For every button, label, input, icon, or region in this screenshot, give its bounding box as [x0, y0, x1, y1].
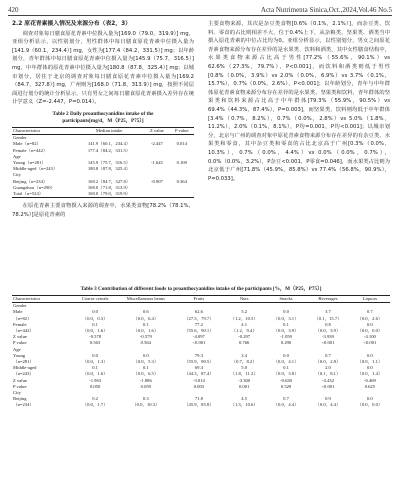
table-cell: -1.059 [280, 334, 292, 340]
table-cell: （0.0，2.8） [315, 359, 341, 365]
table3-header: Fruits [175, 296, 222, 303]
table3-block [12, 282, 390, 409]
table3-header: Liquors [350, 296, 390, 303]
table-cell [144, 135, 169, 142]
table-cell: -0.630 [280, 377, 292, 383]
table3-header: Snacks [266, 296, 306, 303]
table-cell: 0.1 [92, 365, 98, 371]
table-cell: （n=243） [13, 371, 34, 377]
table-cell: 0.563 [89, 340, 101, 346]
table-cell: 79.3 [194, 352, 203, 358]
table-cell: P value [13, 340, 27, 346]
table-cell: （0.0，6.5） [133, 371, 159, 377]
table-cell: （1.2，10.5） [230, 315, 258, 321]
table-cell: （27.3，79.7） [183, 315, 214, 321]
table-cell: Male（n=82） [13, 141, 42, 147]
table-cell: （0.0，1.7） [82, 402, 108, 408]
table-cell: 0.0 [283, 309, 289, 315]
table2-caption [12, 111, 194, 125]
table-cell: 0.0 [366, 365, 373, 371]
table-cell: （0.0，5.3） [133, 359, 159, 365]
table-cell: <0.001 [321, 340, 335, 346]
table-cell: Age [13, 153, 21, 159]
table-cell: 3.7 [325, 309, 331, 315]
table-cell: 71.8 [194, 396, 203, 402]
table3-header: Nuts [222, 296, 266, 303]
table-cell: （1.8，11.2） [230, 371, 258, 377]
table-cell: -1.886 [139, 377, 152, 383]
table-cell: 0.564 [140, 340, 151, 346]
table2-header: Characteristics [12, 127, 74, 134]
table-cell: Gender [13, 135, 27, 141]
table-cell: （0.0，1.3） [82, 359, 108, 365]
table-cell: -3.939 [322, 334, 334, 340]
table-cell: 0.1 [142, 321, 149, 327]
table-cell: 2.0 [325, 365, 331, 371]
table-cell: 0.2 [92, 396, 98, 402]
table-cell: 0.766 [238, 340, 250, 346]
table-cell: Middle-aged [13, 365, 37, 371]
table-cell: Female [13, 321, 27, 327]
table-cell: （0.0，10.3） [132, 402, 160, 408]
table-cell: 0.0 [366, 321, 373, 327]
table-cell: Beijing [13, 396, 27, 402]
table-cell: （1.2，9.4） [231, 328, 257, 334]
table-cell: 0.003 [193, 383, 205, 389]
table-cell: Young [13, 352, 26, 358]
table-cell: （1.3，10.6） [230, 402, 258, 408]
table-cell: Beijing（n=234） [13, 178, 48, 184]
table-cell: 0.364 [176, 178, 187, 184]
table-cell: -3.300 [238, 377, 251, 383]
intake-paragraph-text: 调查对象每日膳食原花青素中位摄入量为[169.0（79.0，319.9）] mg，亚组分析显示，以性别划分，男性群体中每日膳食原花青素中位摄入量为[141.9（60.1，234.4）] mg，女性为[177.4（84.2，331.5）] mg；以年龄划分，青年群体中每日膳食原花青素中位摄入量为[145.9（75.7，316.5）] mg，中年群体的原花青素中位摄入量为[180.8（87.8，325.4）] mg；以城市划分，居住于北京的调查对象每日膳食原花青素中位摄入量为[169.2（84.7，327.8）] mg，广州则为[168.0（71.8，313.9）] mg，按照不同层面进行划分的统计分析显示，只有男女之间每日膳食原花青素摄入差异存在统计学意义（Z=-2.447，P=0.014）。 [12, 30, 194, 106]
table-cell: 0.0 [92, 352, 98, 358]
table-cell: 0.0 [366, 396, 373, 402]
table-cell: （0.0，3.9） [273, 328, 299, 334]
page-number: 420 [8, 6, 19, 14]
table-cell: Age [13, 346, 21, 352]
table-cell: 0.014 [176, 141, 187, 147]
table-cell: （0.0，1.6） [82, 328, 108, 334]
table3 [12, 295, 390, 409]
table-cell: -1.645 [150, 159, 163, 165]
table-cell [116, 303, 175, 310]
table2-header: Median intake [74, 127, 144, 134]
table2-caption-line2: participants[mg/d，M（P25，P75）] [62, 117, 144, 124]
table-cell: -0.297 [238, 334, 251, 340]
table-cell: <0.001 [363, 340, 377, 346]
table-cell: 0.1 [283, 321, 289, 327]
table-cell: 5.0 [241, 365, 248, 371]
table-cell: -0.907 [150, 178, 163, 184]
table-cell: 69.4 [194, 365, 203, 371]
table-cell: 177.4（84.2，331.5） [87, 147, 131, 153]
table-cell: （0.0，6.4） [133, 315, 159, 321]
table-cell: 62.6 [194, 309, 203, 315]
table-row [12, 135, 194, 142]
table-cell: 0.1 [92, 321, 98, 327]
journal-name: Acta Nutrimenta Sinica,Oct.,2024,Vol.46 No.5 [260, 6, 392, 14]
table-cell: Male [13, 309, 23, 315]
table-cell: （n=234） [13, 402, 34, 408]
table-row [12, 303, 390, 310]
table2-caption-line1: Table 2 Daily proanthocyanidins intake of the [52, 110, 154, 117]
table-cell: （0.0，1.6） [133, 328, 159, 334]
sources-paragraph [12, 202, 194, 219]
table2 [12, 127, 194, 198]
table-cell: 169.2（84.7，327.8） [87, 178, 131, 184]
table3-header-row [12, 296, 390, 303]
table-cell: 0.1 [142, 365, 149, 371]
intake-paragraph [12, 30, 194, 107]
table-cell: 0.100 [176, 159, 187, 165]
table-cell [222, 303, 266, 310]
right-column [208, 20, 390, 183]
table-cell: （0.1，15.7） [314, 315, 342, 321]
table-cell: 141.9（60.1，234.4） [87, 141, 131, 147]
table-cell: 0.001 [238, 383, 250, 389]
table-cell: （0.0，3.9） [315, 328, 341, 334]
table-cell: 0.8 [325, 321, 331, 327]
table-cell: （0.0，1.6） [82, 371, 108, 377]
table-cell [266, 303, 306, 310]
table-cell: -0.578 [89, 334, 102, 340]
subgroup-paragraph-text: 主要食物来源，其次是杂豆类食物[0.6%（0.1%，2.1%）]，而杂豆类、饮料、零食的占比则相差不大，位于0.4%上下，从杂粮类、坚果类、酒类当中摄入原花青素的中位占比均为0。亚组分析显示，以性别划分，男女之间原花青素食物来源分布存在差异的是水果类、饮料和酒类，其中女性膳食结构中，水果类食物来源占比高于男性[77.2%（55.6%，90.1%）vs 62.6%（27.3%，79.7%），P<0.001]，而饮料和酒类则低于男性[0.8%（0.0%，3.9%）vs 2.0%（0.0%，6.9%）vs 3.7%（0.1%，15.7%），0.7%（0.0%，2.6%），P<0.001]；以年龄划分，青年与中年群体原花青素食物来源分布存在差异的是水果类、坚果类和饮料，青年群体的坚果类和饮料来源占比高于中年群体[79.3%（55.9%，90.5%）vs 69.4%（44.3%，87.4%），P=0.003]，而坚果类、饮料则均低于中年群体[3.4%（0.7%，8.2%），0.7%（0.0%，2.8%）vs 5.0%（1.8%，11.2%），2.0%（0.1%，8.1%），P均=0.001，P均<0.001]；以城市划分，北京与广州的调查对象中原花青素食物来源分布存在差异的有杂豆类、水果类和零食，其中杂豆类和零食的占比北京高于广州[0.3%（0.0%，10.3%），0.7%（0.0%，4.4%）vs 0.0%（0.0%，0.7%），0.0%（0.0%，3.2%），P杂豆<0.001，P零食=0.046]，而水果类占比则为北京低于广州[71.8%（45.9%，85.8%）vs 77.4%（56.8%，90.9%），P=0.033]。 [208, 21, 390, 182]
table-cell: （0.0，0.0） [357, 328, 383, 334]
table-cell: （0.0，2.6） [357, 315, 383, 321]
table-cell: -2.447 [150, 141, 163, 147]
table-cell: 0.529 [280, 383, 292, 389]
table-cell: （0.0，4.4） [315, 402, 341, 408]
table-cell: 0.9 [325, 396, 331, 402]
table-cell: （0.0，4.4） [273, 402, 299, 408]
subgroup-paragraph [208, 20, 390, 183]
table-cell: Z value [13, 377, 27, 383]
table-cell: 180.8（87.8，325.4） [87, 166, 131, 172]
table-cell: Young（n=281） [13, 159, 47, 165]
table-cell: 0.0 [366, 352, 373, 358]
table-cell: Middle-aged（n=243） [13, 166, 58, 172]
table-row [12, 191, 194, 198]
table3-header: Coarse cereals [74, 296, 116, 303]
table-cell: 4.1 [241, 321, 248, 327]
table2-header-row [12, 127, 194, 134]
table2-header: P value [169, 127, 194, 134]
table-cell [74, 303, 116, 310]
table-cell: 5.2 [241, 309, 248, 315]
table3-header: Miscellaneous beans [116, 296, 175, 303]
table-cell [350, 303, 390, 310]
table-cell: -3.014 [192, 377, 205, 383]
table-cell: （0.0，3.8） [273, 371, 299, 377]
table-cell: City [13, 390, 21, 396]
table-cell: <0.001 [321, 383, 335, 389]
table-cell: （0.0，0.3） [82, 315, 108, 321]
table-cell: City [13, 172, 21, 178]
table-cell: -0.469 [363, 377, 376, 383]
table-cell: （0.0，4.1） [273, 359, 299, 365]
table-cell: （55.9，90.5） [183, 359, 214, 365]
table3-header: Characteristics [12, 296, 74, 303]
table-cell [74, 135, 144, 142]
table-cell: Guangzhou（n=290） [13, 184, 56, 190]
table-cell: 0.050 [89, 383, 101, 389]
table-cell: 0.625 [364, 383, 376, 389]
table-cell: 0.059 [140, 383, 151, 389]
table-cell: 0.7 [325, 352, 331, 358]
table-cell: 0.290 [280, 340, 292, 346]
table-cell: （55.6，90.1） [183, 328, 214, 334]
table-cell: Gender [13, 303, 27, 309]
table-cell: 0.7 [366, 309, 373, 315]
table-cell: -0.579 [139, 334, 152, 340]
table-cell: 0.7 [283, 396, 289, 402]
table-cell: （44.3，87.4） [183, 371, 214, 377]
table-cell: 145.9（75.7，316.5） [87, 159, 131, 165]
table-cell [144, 191, 169, 198]
table-cell: Female（n=442） [13, 147, 48, 153]
table-cell: （0.0，1.1） [357, 359, 383, 365]
table-cell: -4.432 [322, 377, 334, 383]
table-cell [175, 303, 222, 310]
table-cell: 168.0（71.8，313.9） [87, 184, 131, 190]
table-cell: 0.6 [142, 309, 149, 315]
table-cell: 77.2 [194, 321, 203, 327]
table-cell: 0.0 [142, 352, 149, 358]
section-heading: 2.2 原花青素摄入情况及来源分布（表2，3） [12, 21, 131, 27]
table2-header: Z value [144, 127, 169, 134]
table-cell: 3.4 [241, 352, 248, 358]
table-cell: <0.001 [192, 340, 206, 346]
table-cell: （45.9，85.8） [183, 402, 214, 408]
table-cell: （n=82） [13, 315, 32, 321]
table-cell: （0.0，3.1） [273, 315, 299, 321]
table-cell: 169.0（79.0，319.9） [74, 191, 144, 198]
table-cell: 0.1 [283, 365, 289, 371]
left-column [12, 20, 194, 219]
table-cell: -4.097 [192, 334, 205, 340]
table-cell [169, 135, 194, 142]
table3-caption: Table 3 Contribution of different foods to proanthocyanidins intake of the participants [%，M（P25，P75）] [80, 286, 322, 292]
table3-header: Beverages [306, 296, 350, 303]
table-cell: （0.0，0.0） [357, 402, 383, 408]
table-cell [306, 303, 350, 310]
table-cell: （n=442） [13, 328, 34, 334]
table-cell: （n=281） [13, 359, 34, 365]
header-rule [8, 15, 392, 16]
table-row [12, 402, 390, 408]
table-cell: Z value [13, 334, 27, 340]
table-cell [169, 191, 194, 198]
sources-paragraph-text: 在原花青素主要食物摄入来源的调查中，水果类食物[78.2%（78.1%，78.2%）]是原花青素的 [12, 203, 194, 218]
table-cell: 0.3 [142, 396, 149, 402]
table-cell: -1.963 [89, 377, 102, 383]
table-cell: 4.5 [241, 396, 248, 402]
table-cell: 0.0 [283, 352, 289, 358]
table3-body [12, 303, 390, 409]
table-cell: Total（n=524） [12, 191, 74, 198]
table-cell: 0.0 [92, 309, 98, 315]
table-cell: （0.1，8.1） [315, 371, 341, 377]
table-cell: P value [13, 383, 27, 389]
table-cell: -4.100 [363, 334, 376, 340]
table-cell: （0.0，1.4） [357, 371, 383, 377]
table-cell: （0.7，8.2） [231, 359, 257, 365]
